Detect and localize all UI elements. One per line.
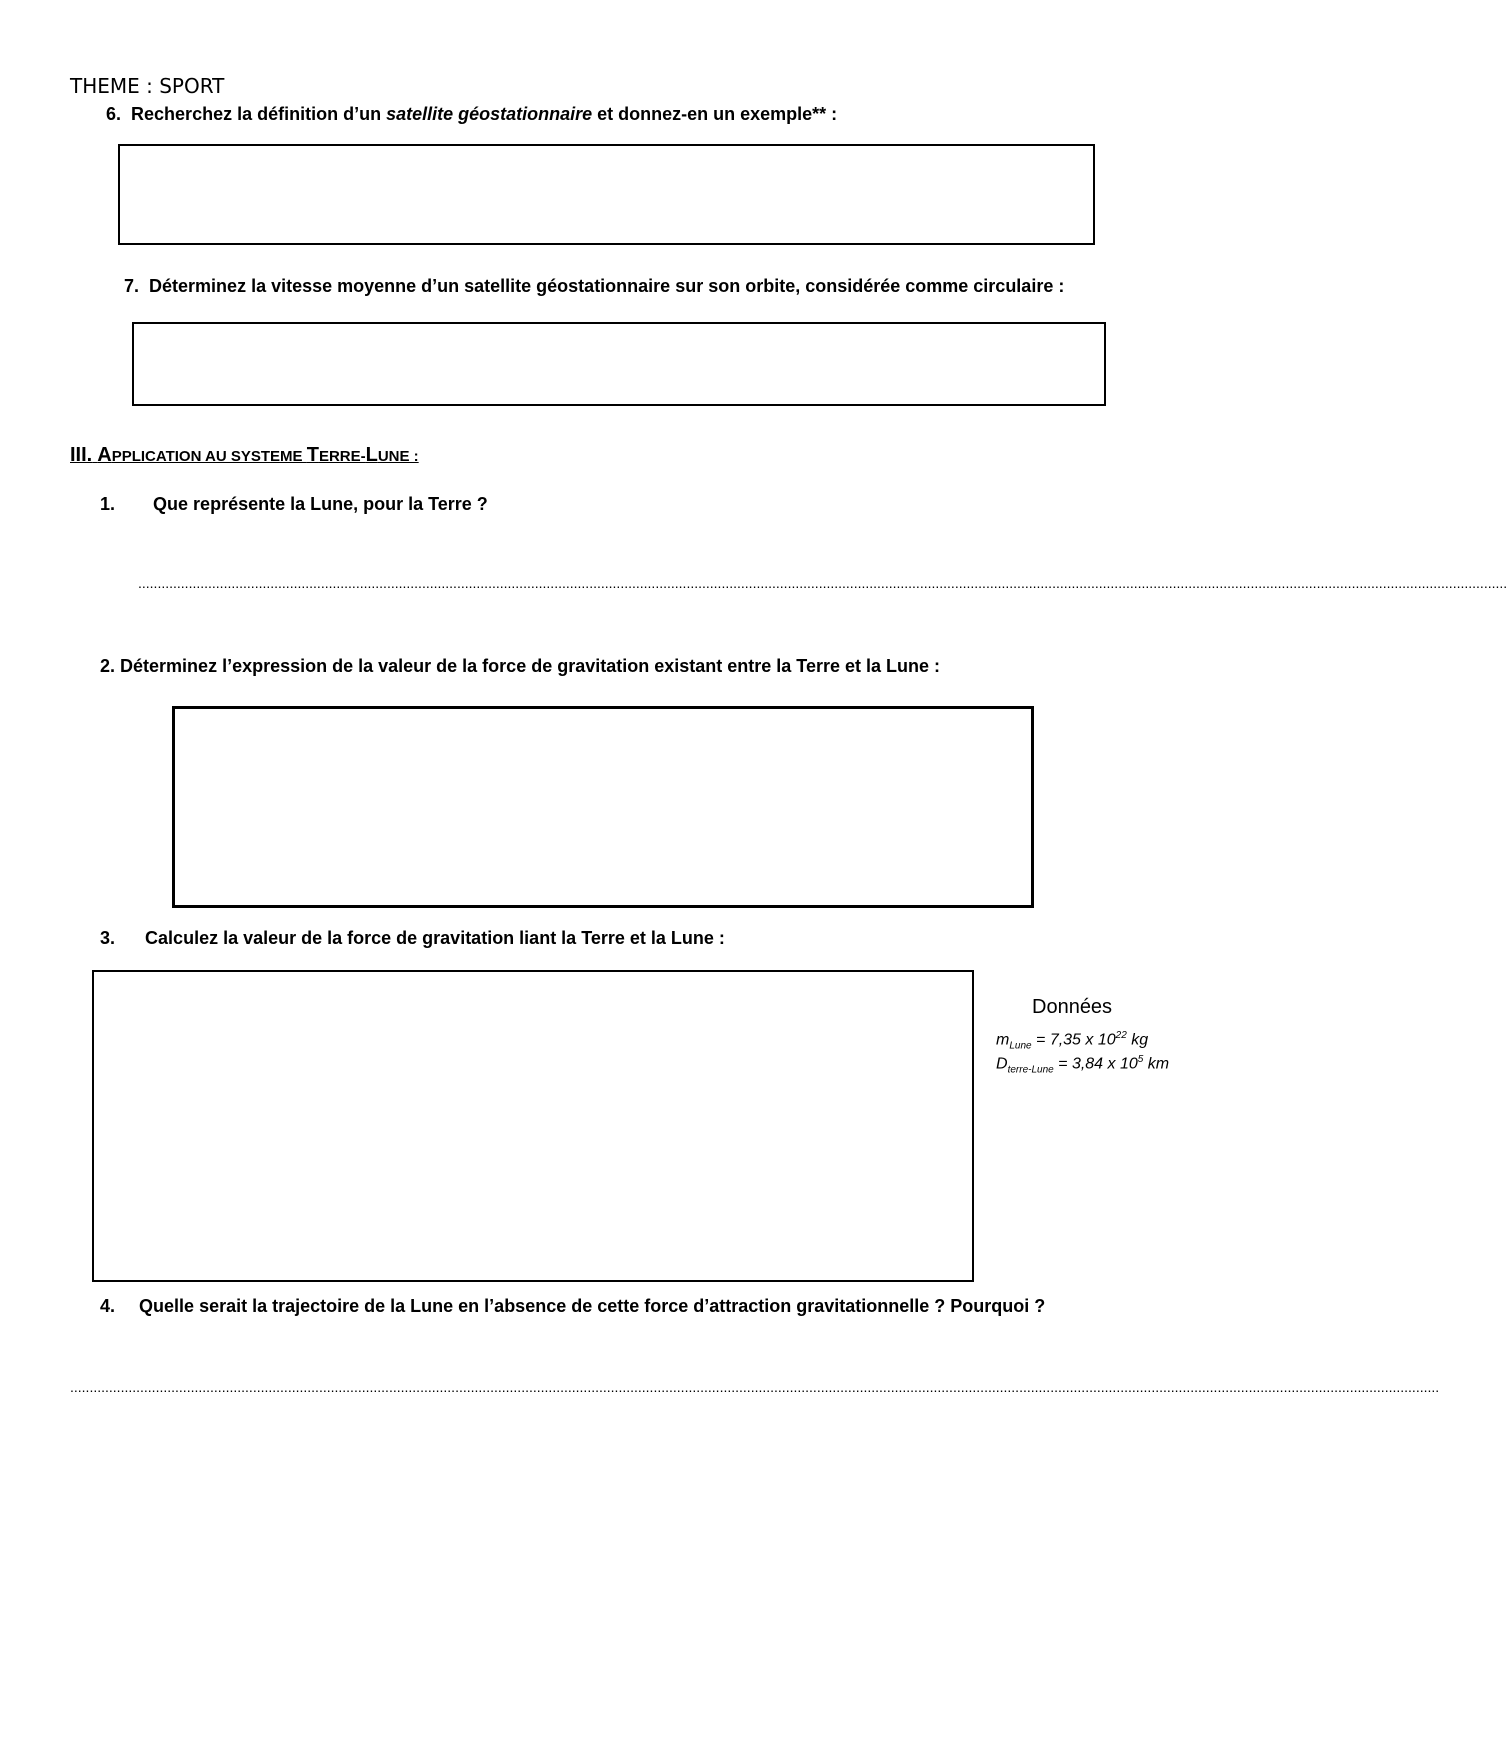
answer-line-3-4[interactable]: ................................................................................................................................................................................................................................................................................................................................................................: [70, 1379, 1440, 1395]
answer-box-3-2[interactable]: [172, 706, 1034, 908]
section-3-numeral: III.: [70, 444, 93, 466]
distance-subscript: terre-Lune: [1007, 1064, 1054, 1076]
question-6-number: 6.: [106, 104, 122, 124]
moon-mass-symbol: m: [996, 1031, 1010, 1049]
question-3-3-number: 3.: [100, 928, 116, 948]
moon-mass-unit: kg: [1126, 1031, 1149, 1049]
question-3-3-text: Calculez la valeur de la force de gravitation liant la Terre et la Lune :: [145, 928, 725, 948]
distance-value: = 3,84 x 10: [1053, 1055, 1138, 1073]
question-3-4-number: 4.: [100, 1296, 116, 1316]
answer-box-3-3[interactable]: [92, 970, 974, 1282]
question-3-1-text: Que représente la Lune, pour la Terre ?: [153, 494, 488, 514]
question-6: [106, 104, 837, 125]
moon-mass-subscript: Lune: [1009, 1040, 1032, 1052]
question-7-number: 7.: [124, 276, 140, 296]
question-3-4: [100, 1296, 1045, 1317]
question-6-emphasis: satellite géostationnaire: [386, 104, 593, 124]
question-7-text: Déterminez la vitesse moyenne d’un satellite géostationnaire sur son orbite, considérée comme circulaire :: [149, 276, 1065, 296]
distance-symbol: D: [996, 1055, 1008, 1073]
answer-line-3-1[interactable]: ................................................................................................................................................................................................................................................................................................................................................................: [138, 575, 1507, 591]
section-3-title-part-3: UNE :: [377, 448, 419, 465]
theme-label: THEME : SPORT: [70, 74, 225, 98]
question-3-4-text: Quelle serait la trajectoire de la Lune en l’absence de cette force d’attraction gravitationnelle ? Pourquoi ?: [139, 1296, 1046, 1316]
answer-box-6[interactable]: [118, 144, 1095, 245]
question-3-2-text: Déterminez l’expression de la valeur de la force de gravitation existant entre la Terre et la Lune :: [120, 656, 940, 676]
question-3-2: [100, 656, 940, 677]
moon-mass-value: = 7,35 x 10: [1031, 1031, 1116, 1049]
section-3-heading: [70, 444, 419, 467]
donnees-title: Données: [1032, 996, 1113, 1018]
question-6-text-suffix: et donnez-en un exemple** :: [592, 104, 838, 124]
section-3-initial-l: L: [365, 444, 378, 466]
section-3-title-part-2: ERRE-: [318, 448, 366, 465]
moon-mass-exponent: 22: [1115, 1030, 1127, 1041]
question-3-3: [100, 928, 725, 949]
donnees-moon-mass: [996, 1030, 1148, 1052]
question-3-1-number: 1.: [100, 494, 116, 514]
distance-unit: km: [1143, 1055, 1170, 1073]
question-7: [124, 276, 1064, 297]
question-6-text-prefix: Recherchez la définition d’un: [131, 104, 387, 124]
question-3-2-number: 2.: [100, 656, 116, 676]
section-3-initial-t: T: [306, 444, 319, 466]
distance-exponent: 5: [1137, 1054, 1144, 1065]
section-3-initial-a: A: [97, 444, 112, 466]
answer-box-7[interactable]: [132, 322, 1106, 406]
section-3-title-part-1: PPLICATION AU SYSTEME: [111, 448, 307, 465]
donnees-earth-moon-distance: [996, 1054, 1169, 1076]
question-3-1: [100, 494, 488, 515]
